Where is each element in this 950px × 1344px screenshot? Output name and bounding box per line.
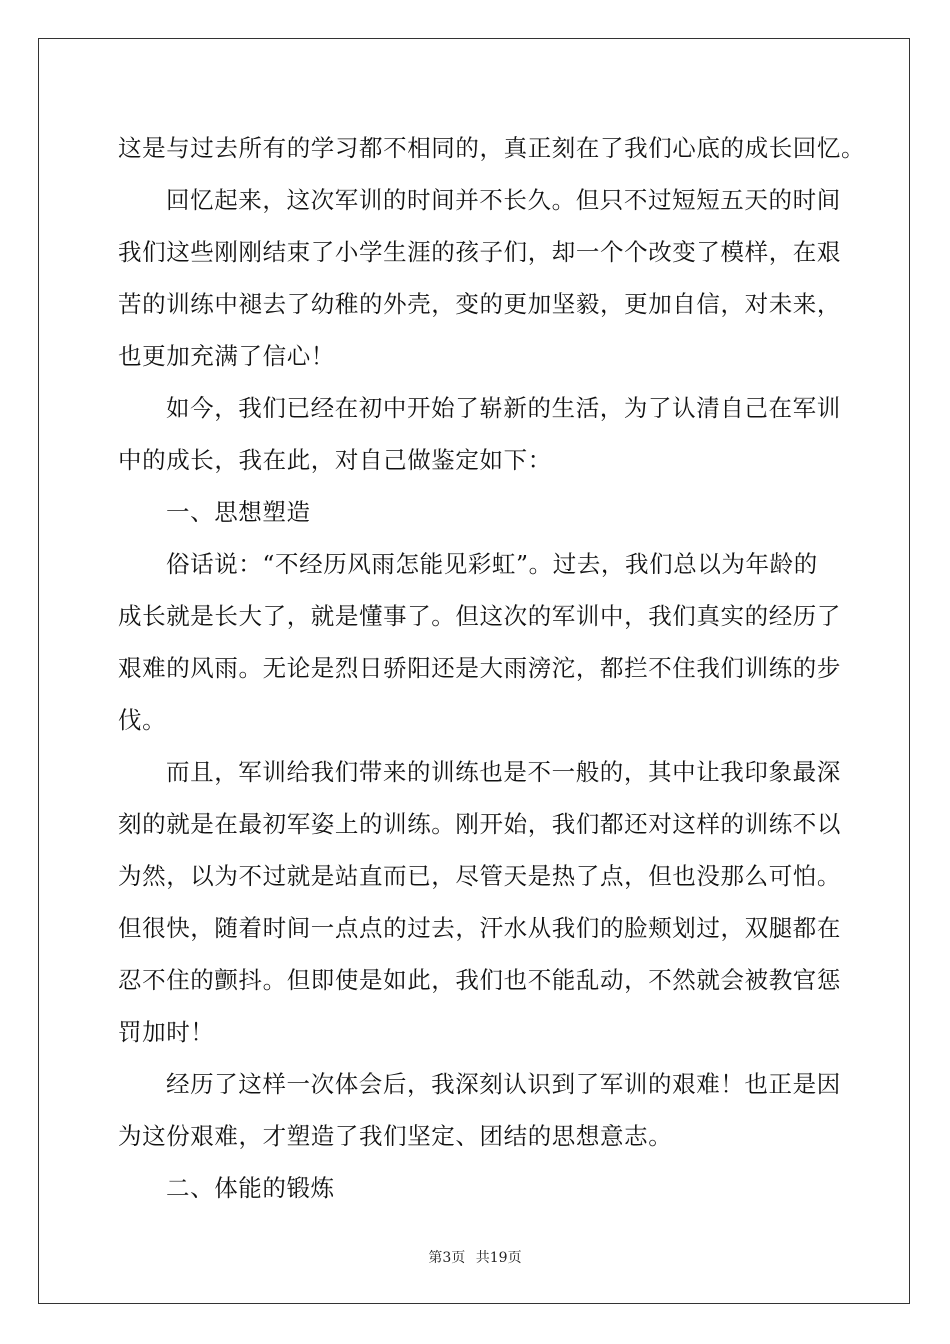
text-line: 回忆起来，这次军训的时间并不长久。但只不过短短五天的时间 <box>166 186 841 214</box>
text-line: 中的成长，我在此，对自己做鉴定如下： <box>118 446 552 474</box>
text-line: 苦的训练中褪去了幼稚的外壳，变的更加坚毅，更加自信，对未来， <box>118 290 841 318</box>
text-line: 也更加充满了信心！ <box>118 342 335 370</box>
text-line: 我们这些刚刚结束了小学生涯的孩子们，却一个个改变了模样，在艰 <box>118 238 841 266</box>
text-line: 忍不住的颤抖。但即使是如此，我们也不能乱动，不然就会被教官惩 <box>118 966 841 994</box>
text-line: 伐。 <box>118 706 167 734</box>
text-line: 这是与过去所有的学习都不相同的，真正刻在了我们心底的成长回忆。 <box>118 134 866 162</box>
text-line: 刻的就是在最初军姿上的训练。刚开始，我们都还对这样的训练不以 <box>118 810 841 838</box>
current-page-label: 第3页 <box>428 1250 466 1266</box>
text-line: 为然，以为不过就是站直而已，尽管天是热了点，但也没那么可怕。 <box>118 862 841 890</box>
text-line: 但很快，随着时间一点点的过去，汗水从我们的脸颊划过，双腿都在 <box>118 914 841 942</box>
text-line: 艰难的风雨。无论是烈日骄阳还是大雨滂沱，都拦不住我们训练的步 <box>118 654 841 682</box>
text-line: 如今，我们已经在初中开始了崭新的生活，为了认清自己在军训 <box>166 394 841 422</box>
text-line: 而且，军训给我们带来的训练也是不一般的，其中让我印象最深 <box>166 758 841 786</box>
text-line: 经历了这样一次体会后，我深刻认识到了军训的艰难！也正是因 <box>166 1070 841 1098</box>
text-line: 罚加时！ <box>118 1018 215 1046</box>
total-pages-label: 共19页 <box>475 1250 522 1266</box>
text-line: 俗话说：“不经历风雨怎能见彩虹”。过去，我们总以为年龄的 <box>166 550 818 578</box>
section-heading: 一、思想塑造 <box>166 498 311 526</box>
text-line: 成长就是长大了，就是懂事了。但这次的军训中，我们真实的经历了 <box>118 602 841 630</box>
document-body <box>118 128 866 1220</box>
page-footer <box>0 1247 950 1267</box>
section-heading: 二、体能的锻炼 <box>166 1174 335 1202</box>
text-line: 为这份艰难，才塑造了我们坚定、团结的思想意志。 <box>118 1122 673 1150</box>
